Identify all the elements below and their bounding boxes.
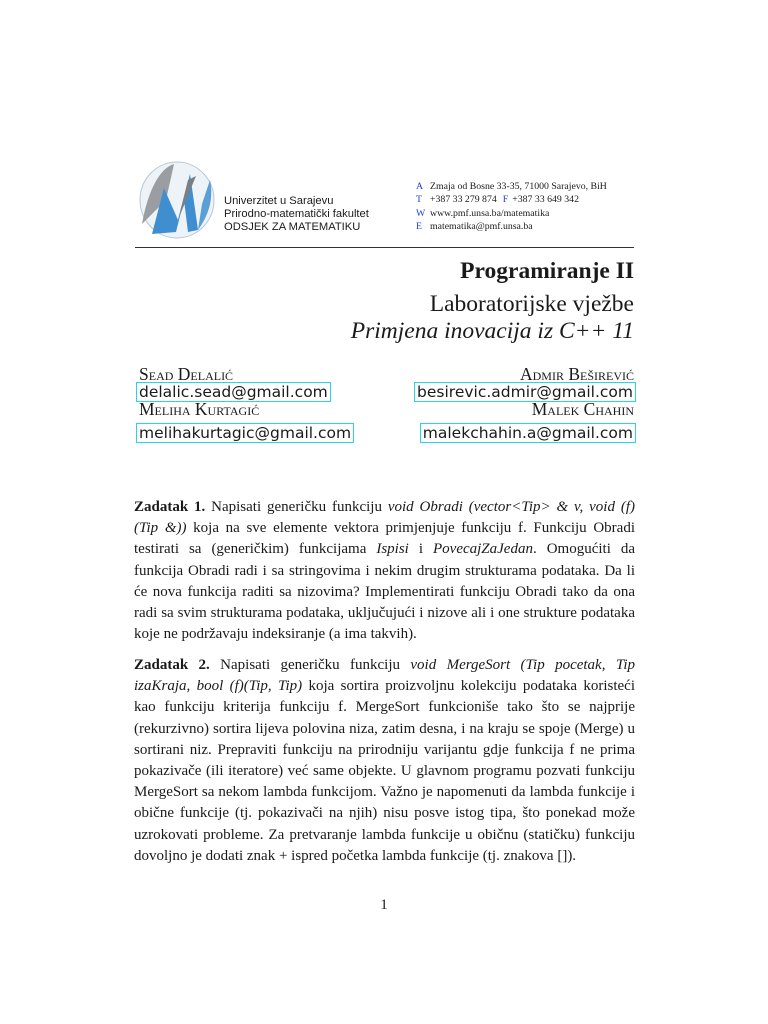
task-2-text: koja sortira proizvoljnu kolekciju podataka koristeći kao funkciju kriterija funkciju f. MergeSort funkcioniše tako što se najprije (rekurzivno) sortira lijeva polovina niza, zatim desna, i na kraju se spoje (Merge) u sortirani niz. Prepraviti funkciju na prirodniju varijantu gdje funkcija f ne prima pokazivače (ili iteratore) već same objekte. U glavnom programu pozvati funkciju MergeSort sa nekom lambda funkcijom. Važno je napomenuti da lambda funkcije i obične funkcije (tj. pokazivači na njih) nisu posve istog tipa, što ponekad može uzrokovati probleme. Za pretvaranje lambda funkcije u običnu (statičku) funkciju dovoljno je dodati znak + ispred početka lambda funkcije (tj. znakova []). [134,678,635,864]
department-line: ODSJEK ZA MATEMATIKU [224,221,361,234]
task-1-function-name: PovecajZaJedan [433,541,533,558]
faculty-line: Prirodno-matematički fakultet [224,208,369,221]
phone-key: T [416,194,422,206]
university-name-block [224,195,369,235]
task-2-label: Zadatak 2. [134,657,210,673]
address-text: Zmaja od Bosne 33-35, 71000 Sarajevo, BiH [430,181,607,192]
web-row [416,207,607,220]
task-2-signature: void MergeSort (Tip pocetak, Tip izaKraja, bool (f)(Tip, Tip) [134,657,636,695]
task-1-text: koja na sve elemente vektora primjenjuje funkciju f. Funkciju Obradi testirati sa (generičkim) funkcijama [134,520,635,558]
author-email-left-1[interactable]: delalic.sead@gmail.com [136,382,331,402]
web-key: W [416,207,426,219]
task-1-text: i [408,541,433,558]
task-2-paragraph [134,655,635,867]
task-1-label: Zadatak 1. [134,499,206,515]
contact-block [416,180,607,234]
page-number: 1 [380,897,388,913]
course-title: Programiranje II [460,258,634,284]
task-1-function-name: Ispisi [376,541,409,558]
topic-subtitle: Primjena inovacija iz C++ 11 [350,318,634,344]
author-name-right-2: Malek Chahin [531,399,634,419]
address-key: A [416,181,424,192]
course-subtitle: Laboratorijske vježbe [429,291,634,317]
task-2-text: Napisati generičku funkciju [209,657,411,673]
author-name-right-1: Admir Beširević [519,364,634,384]
author-email-right-2[interactable]: malekchahin.a@gmail.com [420,423,636,443]
fax-key: F [502,194,509,206]
task-1-text: Napisati generičku funkciju [205,499,388,515]
author-name-left-2: Meliha Kurtagić [139,399,260,419]
phone-text: +387 33 279 874 [430,194,497,206]
author-email-right-1[interactable]: besirevic.admir@gmail.com [414,382,636,402]
university-line: Univerzitet u Sarajevu [224,195,334,207]
email-key: E [416,221,422,233]
task-1-paragraph [134,497,635,645]
author-email-left-2[interactable]: melihakurtagic@gmail.com [136,423,354,443]
author-name-left-1: Sead Delalić [139,364,234,384]
fax-text: +387 33 649 342 [512,194,579,206]
header-divider [135,247,634,248]
email-row [416,220,607,233]
university-logo [138,160,216,240]
address-row [416,180,607,193]
phone-row [416,193,607,206]
email-link[interactable]: matematika@pmf.unsa.ba [430,221,533,233]
task-1-signature: void Obradi (vector<Tip> & v, void (f)(Tip &)) [134,499,635,537]
task-1-text: . Omogućiti da funkcija Obradi radi i sa stringovima i nekim drugim strukturama podataka. Da li će nova funkcija raditi sa nizovima? Implementirati funkciju Obradi tako da ona radi sa svim strukturama podataka, uključujući i nizove ali i one strukture podataka koje ne podržavaju indeksiranje (a ima takvih). [134,541,635,643]
web-link[interactable]: www.pmf.unsa.ba/matematika [430,207,550,219]
